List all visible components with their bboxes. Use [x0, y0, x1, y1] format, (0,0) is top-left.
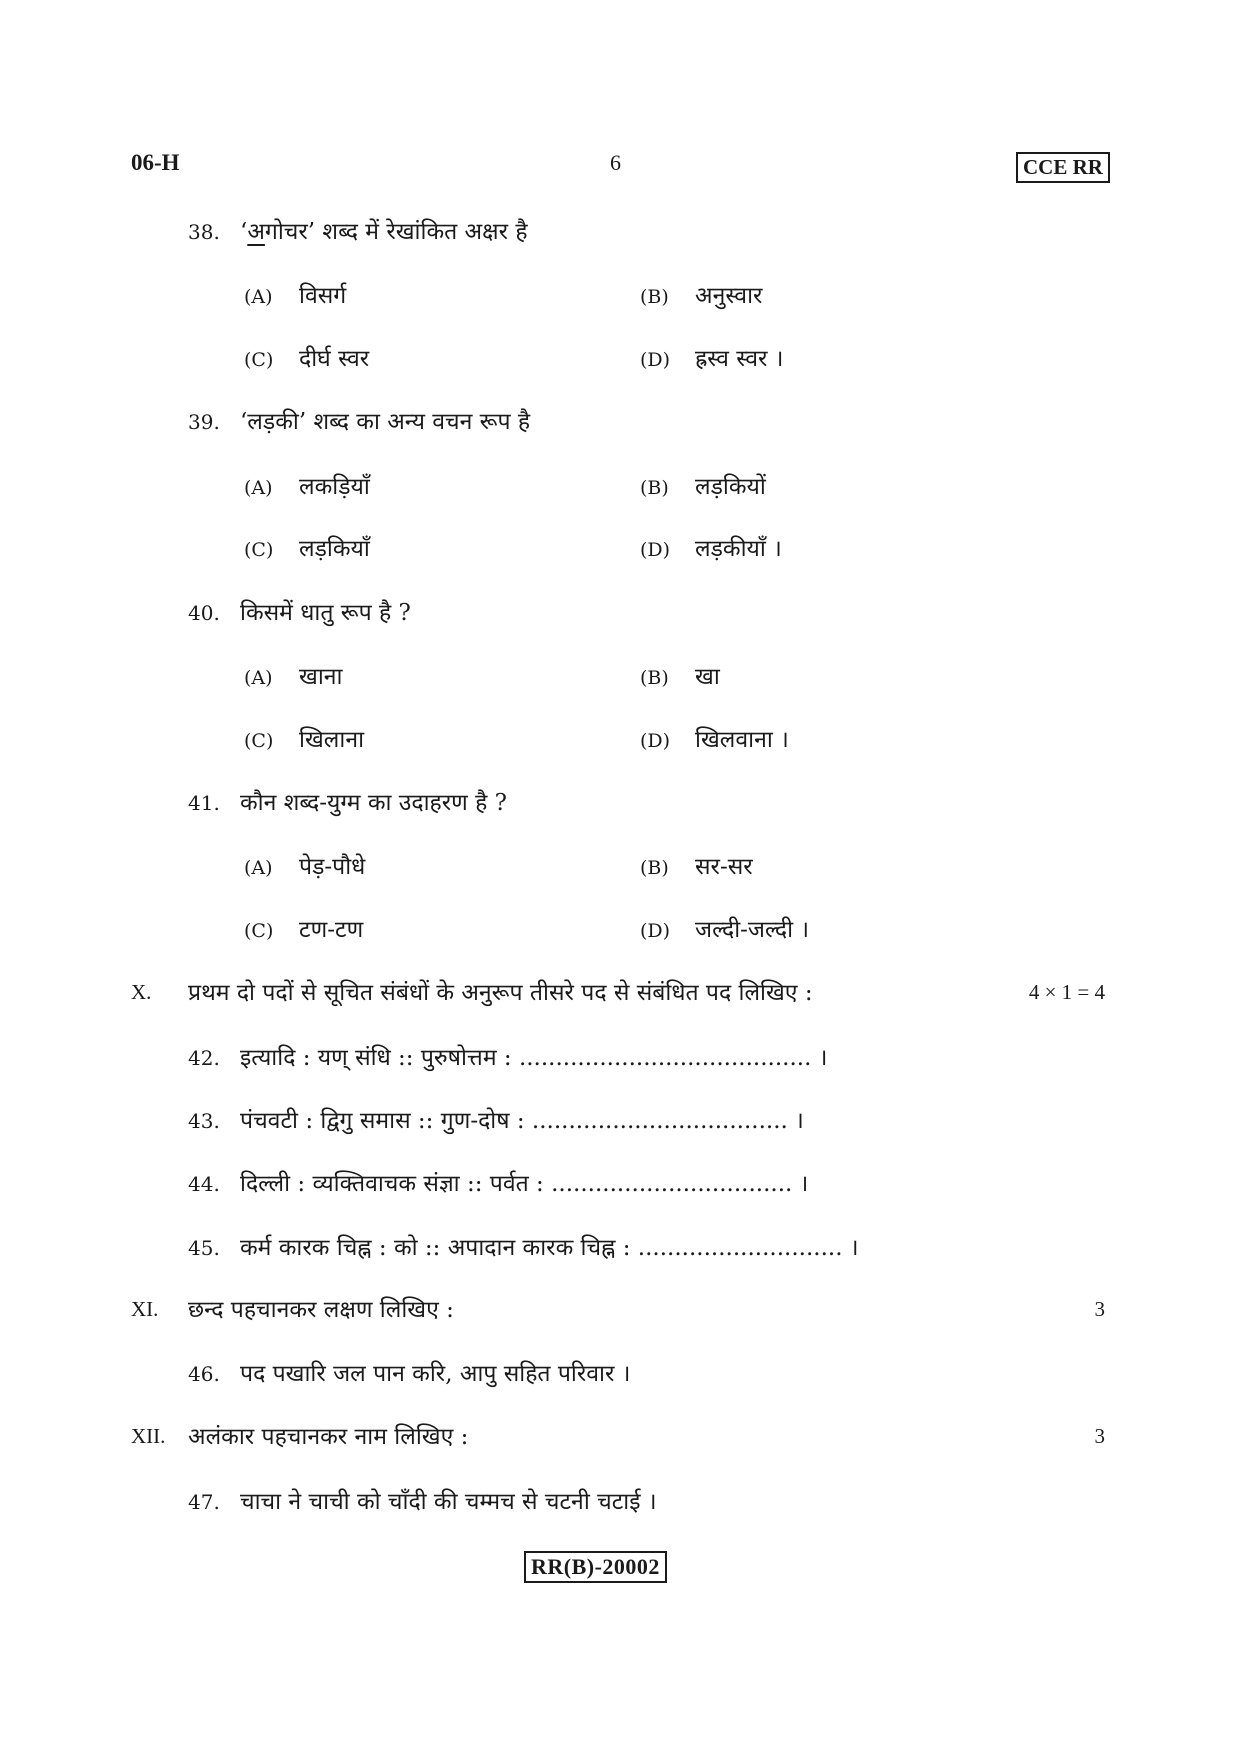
option-b — [640, 662, 720, 693]
section-xi-marks: 3 — [1094, 1297, 1105, 1321]
question-42 — [188, 1043, 827, 1073]
question-number: 40. — [188, 601, 220, 625]
option-text: खिलाना — [299, 727, 365, 753]
option-letter: (C) — [244, 349, 274, 371]
question-43 — [188, 1106, 804, 1136]
option-b — [640, 472, 766, 503]
option-text: लड़कियों — [695, 474, 766, 500]
question-number: 39. — [188, 410, 220, 434]
question-text: चाचा ने चाची को चाँदी की चम्मच से चटनी चटाई । — [240, 1489, 657, 1515]
question-46 — [188, 1359, 630, 1389]
exam-tag: CCE RR — [1016, 152, 1110, 183]
option-c — [244, 725, 364, 756]
question-number: 47. — [188, 1490, 220, 1514]
section-x-marks: 4 × 1 = 4 — [1028, 980, 1105, 1004]
option-letter: (D) — [640, 920, 671, 942]
option-text: जल्दी-जल्दी । — [695, 917, 810, 943]
question-text-prefix: ‘ — [240, 219, 248, 245]
question-47 — [188, 1487, 657, 1517]
option-letter: (C) — [244, 730, 274, 752]
option-text: लड़कीयाँ । — [695, 536, 782, 562]
option-letter: (A) — [244, 667, 273, 689]
option-a — [244, 662, 343, 693]
option-text: खा — [695, 664, 720, 690]
question-40 — [188, 598, 411, 628]
question-text: इत्यादि : यण् संधि :: पुरुषोत्तम : ........................................ । — [240, 1045, 828, 1071]
option-letter: (A) — [244, 477, 273, 499]
option-a — [244, 852, 365, 883]
option-text: सर-सर — [695, 854, 753, 880]
section-roman-x: X. — [131, 980, 152, 1004]
question-number: 45. — [188, 1236, 220, 1260]
question-44 — [188, 1169, 808, 1199]
question-text: किसमें धातु रूप है ? — [240, 600, 411, 626]
question-41 — [188, 788, 507, 818]
option-d — [640, 344, 783, 375]
question-number: 44. — [188, 1172, 220, 1196]
option-letter: (C) — [244, 920, 274, 942]
option-letter: (C) — [244, 539, 274, 561]
option-b — [640, 281, 762, 312]
option-text: पेड़-पौधे — [299, 854, 366, 880]
option-text: खिलवाना । — [695, 727, 789, 753]
option-c — [244, 534, 370, 565]
option-letter: (B) — [640, 667, 669, 689]
option-c — [244, 344, 369, 375]
option-text: खाना — [299, 664, 343, 690]
option-text: ह्रस्व स्वर । — [695, 346, 784, 372]
option-d — [640, 725, 789, 756]
question-text: ‘लड़की’ शब्द का अन्य वचन रूप है — [240, 409, 531, 435]
underlined-letter: अ — [247, 219, 265, 245]
option-text: अनुस्वार — [695, 283, 763, 309]
section-x-instruction: प्रथम दो पदों से सूचित संबंधों के अनुरूप तीसरे पद से संबंधित पद लिखिए : — [188, 980, 813, 1006]
option-letter: (D) — [640, 539, 671, 561]
section-xii-instruction: अलंकार पहचानकर नाम लिखिए : — [188, 1424, 469, 1450]
question-text: कौन शब्द-युग्म का उदाहरण है ? — [240, 790, 507, 816]
section-roman-xi: XI. — [131, 1297, 159, 1321]
question-number: 43. — [188, 1109, 220, 1133]
option-letter: (D) — [640, 349, 671, 371]
paper-code: 06-H — [131, 150, 180, 175]
question-number: 38. — [188, 220, 220, 244]
question-text: पंचवटी : द्विगु समास :: गुण-दोष : ................................... । — [240, 1108, 804, 1134]
question-text: कर्म कारक चिह्न : को :: अपादान कारक चिह्न : ............................ । — [240, 1235, 859, 1261]
option-a — [244, 472, 370, 503]
question-45 — [188, 1233, 859, 1263]
question-number: 46. — [188, 1362, 220, 1386]
question-text: गोचर’ शब्द में रेखांकित अक्षर है — [264, 219, 528, 245]
option-text: लड़कियाँ — [299, 536, 370, 562]
question-text: दिल्ली : व्यक्तिवाचक संज्ञा :: पर्वत : ................................. । — [240, 1171, 809, 1197]
question-number: 42. — [188, 1046, 220, 1070]
option-a — [244, 281, 346, 312]
option-letter: (D) — [640, 730, 671, 752]
option-d — [640, 915, 809, 946]
footer-paper-code: RR(B)-20002 — [524, 1551, 667, 1583]
page-number: 6 — [610, 150, 621, 175]
option-text: लकड़ियाँ — [299, 474, 370, 500]
section-xi-instruction: छन्द पहचानकर लक्षण लिखिए : — [188, 1297, 454, 1323]
option-b — [640, 852, 753, 883]
question-38 — [188, 217, 528, 247]
option-letter: (B) — [640, 857, 669, 879]
section-xii-marks: 3 — [1094, 1424, 1105, 1448]
question-text: पद पखारि जल पान करि, आपु सहित परिवार । — [240, 1361, 631, 1387]
section-roman-xii: XII. — [131, 1424, 166, 1448]
option-d — [640, 534, 782, 565]
option-letter: (B) — [640, 286, 669, 308]
option-text: विसर्ग — [299, 283, 347, 309]
option-text: दीर्घ स्वर — [299, 346, 370, 372]
option-letter: (B) — [640, 477, 669, 499]
option-c — [244, 915, 363, 946]
question-39 — [188, 407, 530, 437]
option-letter: (A) — [244, 286, 273, 308]
option-text: टण-टण — [299, 917, 364, 943]
question-number: 41. — [188, 791, 220, 815]
option-letter: (A) — [244, 857, 273, 879]
